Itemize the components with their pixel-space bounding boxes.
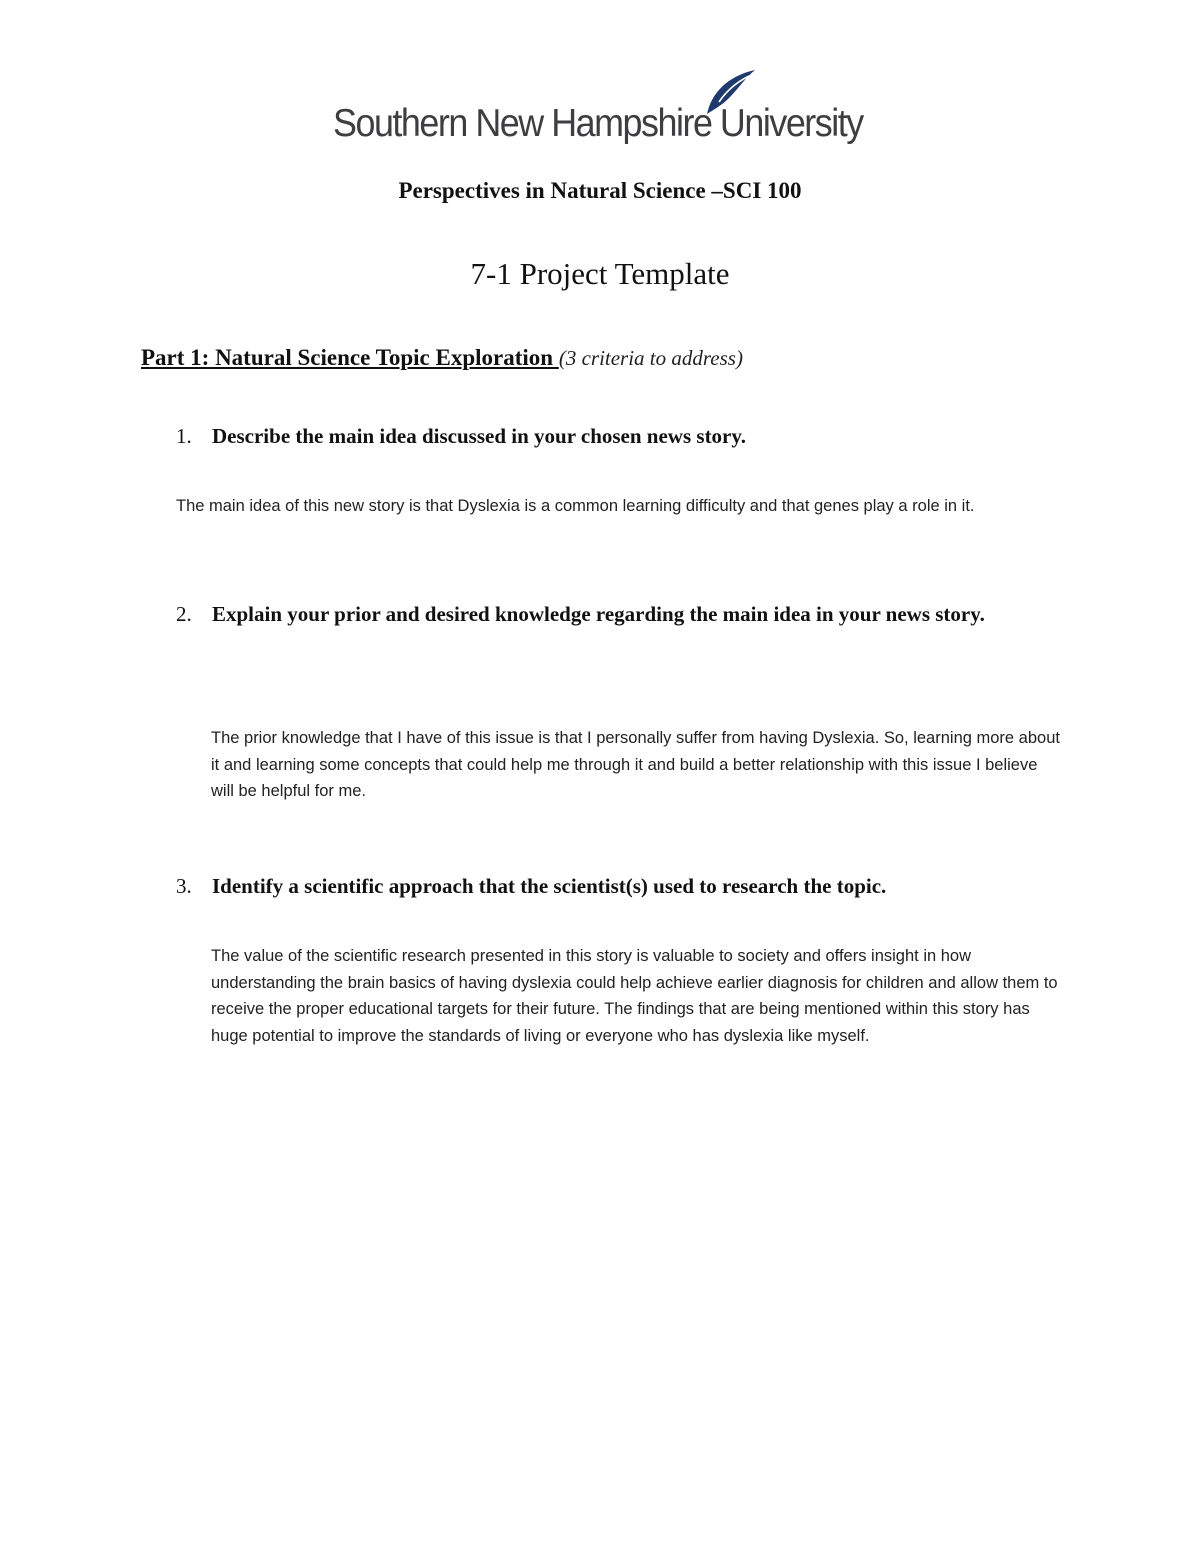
question-1 (176, 409, 1042, 463)
university-logo (333, 68, 873, 158)
part-heading-criteria: (3 criteria to address) (558, 346, 743, 370)
question-number: 2. (176, 602, 192, 626)
answer-1: The main idea of this new story is that Dyslexia is a common learning difficulty and that genes play a role in it. (176, 497, 975, 515)
question-text: Identify a scientific approach that the scientist(s) used to research the topic. (212, 874, 887, 898)
answer-3: The value of the scientific research presented in this story is valuable to society and offers insight in how understanding the brain basics of having dyslexia could help achieve earlier diagnosis for children and allow them to receive the proper educational targets for their future. The findings that are being mentioned within this story has huge potential to improve the standards of living or everyone who has dyslexia like myself. (211, 947, 1058, 1045)
question-3 (176, 859, 1042, 913)
part-heading-title: Part 1: Natural Science Topic Exploration (141, 345, 559, 370)
answer-2: The prior knowledge that I have of this issue is that I personally suffer from having Dyslexia. So, learning more about it and learning some concepts that could help me through it and build a better relationship with this issue I believe will be helpful for me. (211, 729, 1060, 800)
part-heading (141, 345, 743, 371)
logo-wordmark: Southern New Hampshire University (333, 102, 863, 145)
page-title: 7-1 Project Template (470, 256, 730, 291)
question-2 (176, 587, 1042, 641)
question-text: Explain your prior and desired knowledge regarding the main idea in your news story. (212, 602, 985, 626)
question-number: 1. (176, 424, 192, 448)
question-number: 3. (176, 874, 192, 898)
course-title: Perspectives in Natural Science –SCI 100 (398, 178, 802, 203)
question-text: Describe the main idea discussed in your chosen news story. (212, 424, 746, 448)
